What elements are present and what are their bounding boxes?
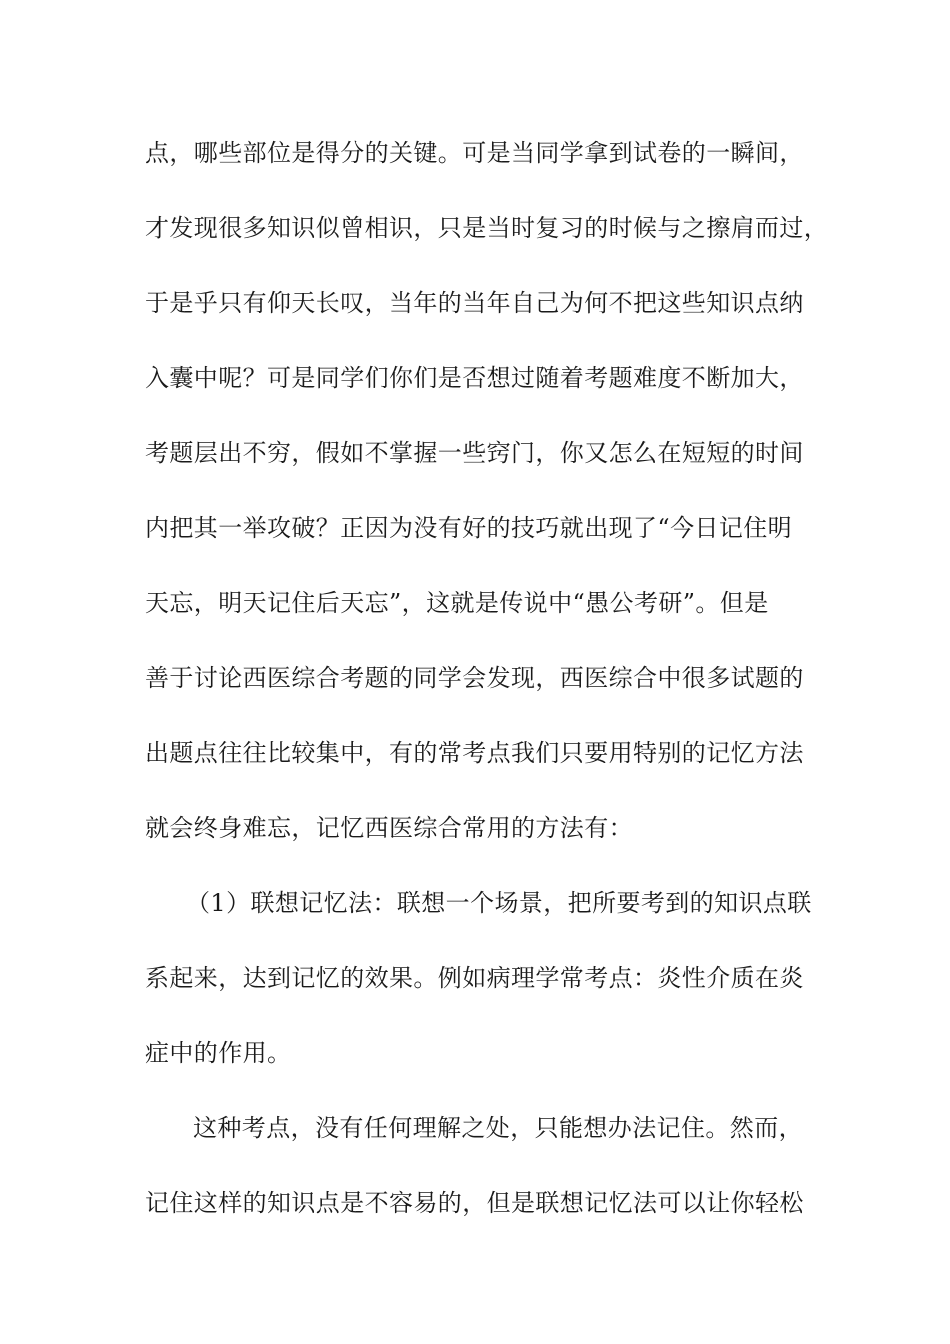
paragraph-line: 记住这样的知识点是不容易的，但是联想记忆法可以让你轻松 [145, 1189, 804, 1217]
paragraph-line: 出题点往往比较集中，有的常考点我们只要用特别的记忆方法 [145, 739, 804, 767]
paragraph-line: 才发现很多知识似曾相识，只是当时复习的时候与之擦肩而过， [145, 214, 829, 242]
paragraph-line: 就会终身难忘，记忆西医综合常用的方法有： [145, 814, 633, 842]
paragraph-line: 天忘，明天记住后天忘”，这就是传说中“愚公考研”。但是 [145, 589, 769, 617]
paragraph-line: 症中的作用。 [145, 1039, 292, 1067]
paragraph-line: 点，哪些部位是得分的关键。可是当同学拿到试卷的一瞬间， [145, 139, 804, 167]
list-item-line: （1）联想记忆法：联想一个场景，把所要考到的知识点联 [186, 889, 812, 917]
paragraph-line: 这种考点，没有任何理解之处，只能想办法记住。然而， [193, 1114, 803, 1142]
paragraph-line: 系起来，达到记忆的效果。例如病理学常考点：炎性介质在炎 [145, 964, 804, 992]
paragraph-line: 内把其一举攻破？正因为没有好的技巧就出现了“今日记住明 [145, 514, 793, 542]
paragraph-line: 于是乎只有仰天长叹，当年的当年自己为何不把这些知识点纳 [145, 289, 804, 317]
paragraph-line: 善于讨论西医综合考题的同学会发现，西医综合中很多试题的 [145, 664, 804, 692]
paragraph-line: 考题层出不穷，假如不掌握一些窍门，你又怎么在短短的时间 [145, 439, 804, 467]
paragraph-line: 入囊中呢？可是同学们你们是否想过随着考题难度不断加大， [145, 364, 804, 392]
